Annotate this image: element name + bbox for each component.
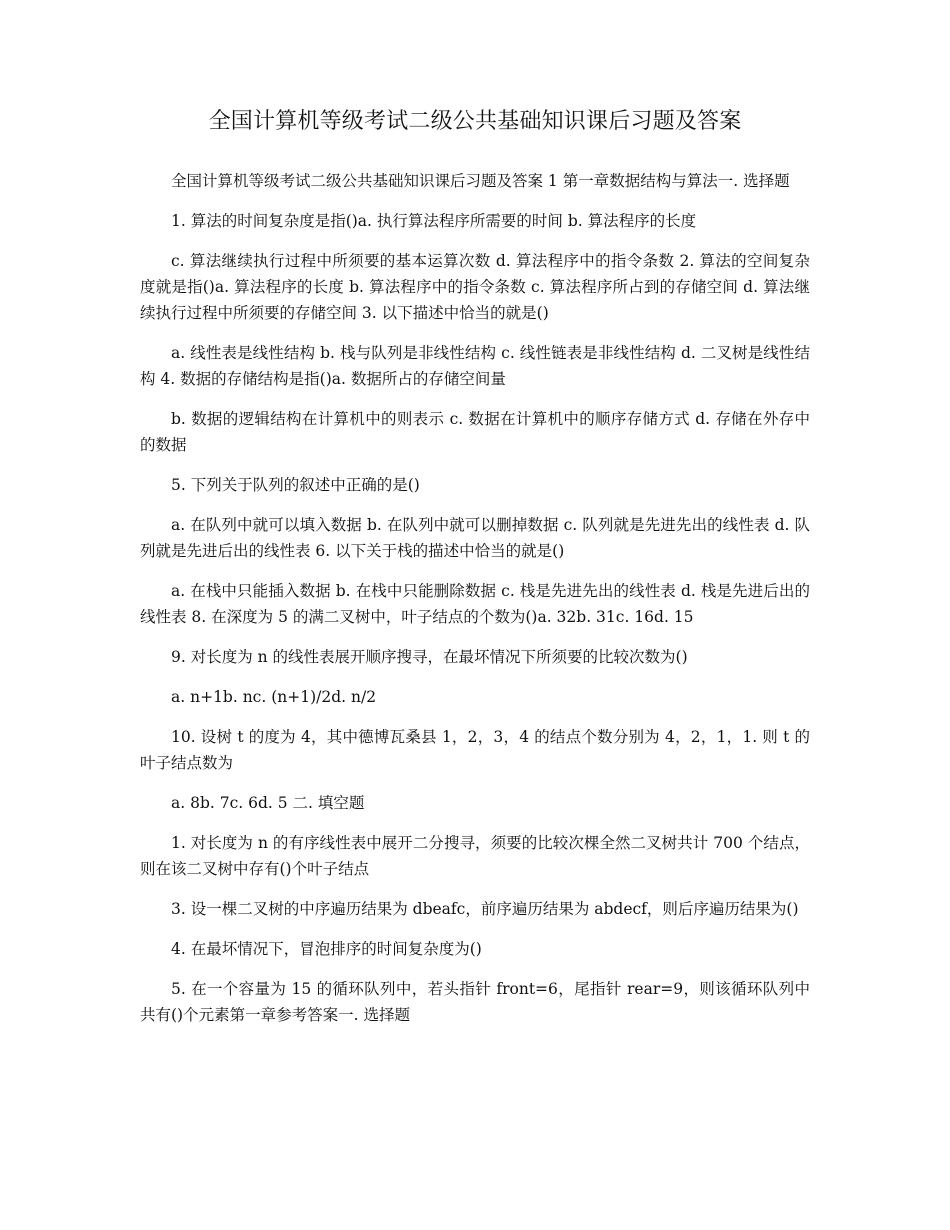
paragraph-intro: 全国计算机等级考试二级公共基础知识课后习题及答案 1 第一章数据结构与算法一. 选择题 (171, 172, 790, 190)
paragraph-q3-options-q4: a. 线性表是线性结构 b. 栈与队列是非线性结构 c. 线性链表是非线性结构 d. 二叉树是线性结构 4. 数据的存储结构是指()a. 数据所占的存储空间量 (140, 344, 810, 388)
paragraph-fill-in-3: 3. 设一棵二叉树的中序遍历结果为 dbeafc，前序遍历结果为 abdecf，则后序遍历结果为() (171, 900, 799, 918)
document-title: 全国计算机等级考试二级公共基础知识课后习题及答案 (208, 109, 742, 134)
paragraph-fill-in-1: 1. 对长度为 n 的有序线性表中展开二分搜寻，须要的比较次棵全然二叉树共计 700 个结点，则在该二叉树中存有()个叶子结点 (140, 834, 810, 878)
paragraph-q4-options: b. 数据的逻辑结构在计算机中的则表示 c. 数据在计算机中的顺序存储方式 d. 存储在外存中的数据 (140, 410, 810, 454)
document-body (140, 168, 810, 1028)
paragraph-q6-options-q8: a. 在栈中只能插入数据 b. 在栈中只能删除数据 c. 栈是先进先出的线性表 d. 栈是先进后出的线性表 8. 在深度为 5 的满二叉树中，叶子结点的个数为()a. 32b. 31c. 16d. 15 (140, 582, 810, 626)
paragraph-q5-options-q6: a. 在队列中就可以填入数据 b. 在队列中就可以删掉数据 c. 队列就是先进先出的线性表 d. 队列就是先进后出的线性表 6. 以下关于栈的描述中恰当的就是() (140, 516, 810, 560)
paragraph-fill-in-5: 5. 在一个容量为 15 的循环队列中，若头指针 front=6，尾指针 rear=9，则该循环队列中共有()个元素第一章参考答案一. 选择题 (140, 980, 810, 1024)
paragraph-q5: 5. 下列关于队列的叙述中正确的是() (171, 476, 420, 494)
paragraph-q1: 1. 算法的时间复杂度是指()a. 执行算法程序所需要的时间 b. 算法程序的长度 (171, 212, 697, 230)
paragraph-q10: 10. 设树 t 的度为 4，其中德博瓦桑县 1，2，3，4 的结点个数分别为 4，2，1，1. 则 t 的叶子结点数为 (140, 728, 810, 772)
paragraph-q10-options-fill-in-heading: a. 8b. 7c. 6d. 5 二. 填空题 (171, 794, 365, 812)
paragraph-q9: 9. 对长度为 n 的线性表展开顺序搜寻，在最坏情况下所须要的比较次数为() (171, 648, 688, 666)
paragraph-q9-options: a. n+1b. nc. (n+1)/2d. n/2 (171, 688, 377, 706)
paragraph-q1-options-q2-q3: c. 算法继续执行过程中所须要的基本运算次数 d. 算法程序中的指令条数 2. 算法的空间复杂度就是指()a. 算法程序的长度 b. 算法程序中的指令条数 c. 算法程序所占到的存储空间 d. 算法继续执行过程中所须要的存储空间 3. 以下描述中恰当的就是() (140, 252, 810, 322)
paragraph-fill-in-4: 4. 在最坏情况下，冒泡排序的时间复杂度为() (171, 940, 482, 958)
